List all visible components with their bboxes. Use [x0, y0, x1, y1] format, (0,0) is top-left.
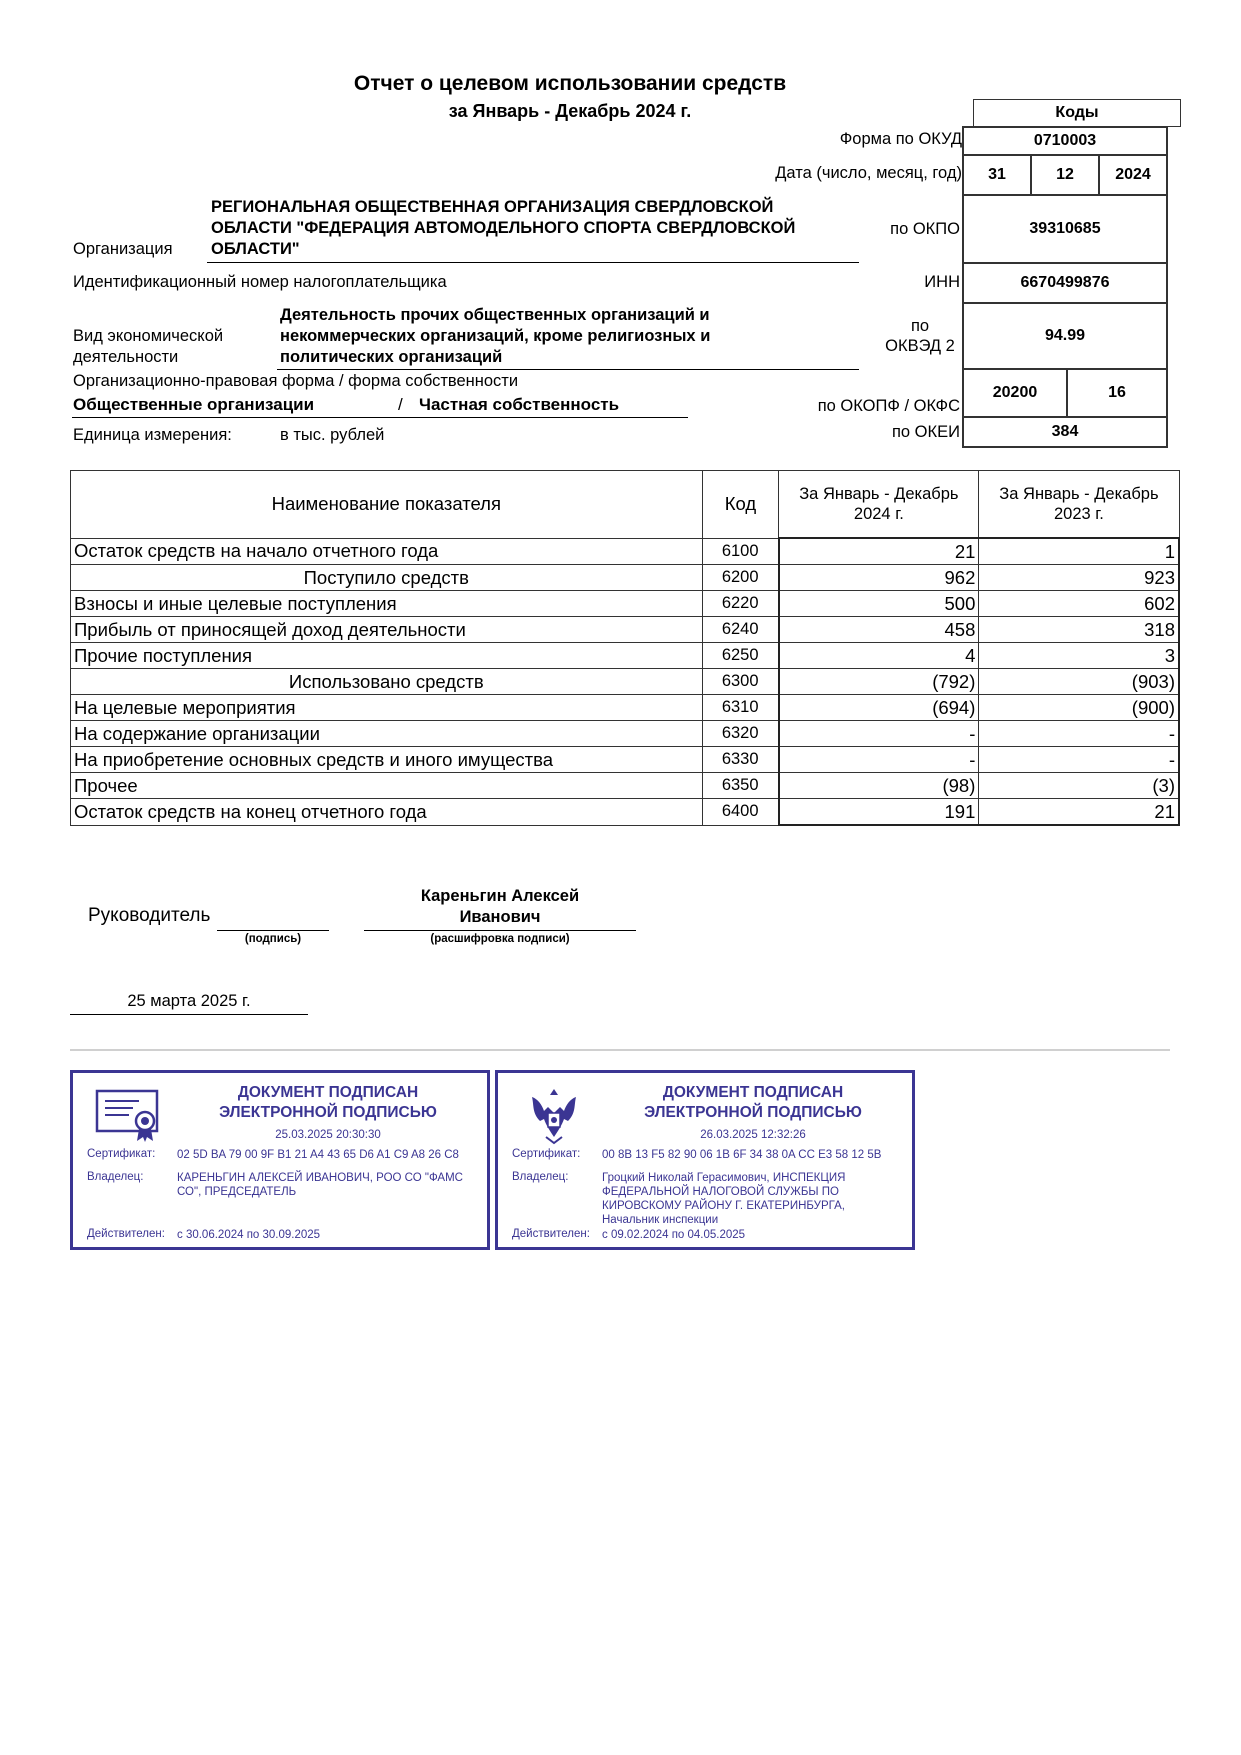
- stamp-valid-value: с 09.02.2024 по 04.05.2025: [602, 1229, 746, 1241]
- row-current: 962: [779, 565, 979, 591]
- row-current: 500: [779, 591, 979, 617]
- date-month: 12: [1030, 154, 1100, 196]
- okved-label-line: ОКВЭД 2: [885, 337, 955, 355]
- okved-label-line: по: [910, 317, 930, 335]
- row-name: На содержание организации: [71, 721, 703, 747]
- activity-line: Деятельность прочих общественных организаций и: [280, 306, 710, 324]
- row-code: 6320: [702, 721, 779, 747]
- row-previous: (900): [979, 695, 1179, 721]
- okved-code: 94.99: [962, 302, 1168, 370]
- taxpayer-id-label: Идентификационный номер налогоплательщика: [73, 273, 447, 291]
- row-current: 191: [779, 799, 979, 826]
- legal-form-label: Организационно-правовая форма / форма собственности: [73, 372, 519, 390]
- unit-value: в тыс. рублей: [280, 426, 385, 444]
- activity-label-line: Вид экономической: [73, 327, 224, 345]
- date-label: Дата (число, месяц, год): [775, 164, 962, 182]
- row-current: -: [779, 721, 979, 747]
- signature-caption: (подпись): [244, 933, 302, 945]
- row-current: -: [779, 747, 979, 773]
- signer-name-line: Кареньгин Алексей: [420, 887, 580, 905]
- table-row: [71, 721, 1180, 747]
- stamp-valid-label: Действителен:: [87, 1228, 165, 1240]
- row-current: 4: [779, 643, 979, 669]
- row-name: Использовано средств: [71, 669, 703, 695]
- signer-role: Руководитель: [88, 905, 211, 926]
- row-previous: 602: [979, 591, 1179, 617]
- e-signature-stamp: [70, 1070, 490, 1250]
- name-decode-caption: (расшифровка подписи): [430, 933, 570, 945]
- e-signature-stamp: [495, 1070, 915, 1250]
- row-name: Остаток средств на конец отчетного года: [71, 799, 703, 826]
- activity-line: политических организаций: [280, 348, 503, 366]
- row-name: На приобретение основных средств и иного имущества: [71, 747, 703, 773]
- table-row: [71, 643, 1180, 669]
- col-header-name: Наименование показателя: [71, 471, 703, 539]
- row-name: Остаток средств на начало отчетного года: [71, 538, 703, 565]
- row-previous: (3): [979, 773, 1179, 799]
- okved-label: [880, 316, 960, 356]
- row-previous: 21: [979, 799, 1179, 826]
- row-current: 21: [779, 538, 979, 565]
- row-name: Поступило средств: [71, 565, 703, 591]
- stamp-datetime: 25.03.2025 20:30:30: [275, 1129, 381, 1141]
- row-code: 6310: [702, 695, 779, 721]
- stamp-title-line: ДОКУМЕНТ ПОДПИСАН: [662, 1084, 844, 1101]
- legal-form-underline: [72, 417, 688, 418]
- unit-label: Единица измерения:: [73, 426, 232, 444]
- okopf-label: по ОКОПФ / ОКФС: [817, 397, 960, 415]
- table-row: [71, 773, 1180, 799]
- row-previous: (903): [979, 669, 1179, 695]
- signature-line: [217, 930, 329, 931]
- okei-label: по ОКЕИ: [891, 423, 960, 441]
- row-code: 6330: [702, 747, 779, 773]
- inn-code: 6670499876: [962, 262, 1168, 304]
- date-line: [70, 1014, 308, 1015]
- activity-label-line: деятельности: [73, 348, 179, 366]
- table-row: [71, 747, 1180, 773]
- stamp-owner-value: Гроцкий Николай Герасимович, ИНСПЕКЦИЯ ФЕДЕРАЛЬНОЙ НАЛОГОВОЙ СЛУЖБЫ ПО КИРОВСКОМУ РАЙОНУ Г. ЕКАТЕРИНБУРГА, Начальник инспекции: [602, 1172, 846, 1226]
- legal-form-value: Общественные организации: [73, 395, 315, 414]
- stamp-title: [173, 1083, 483, 1123]
- row-name: Прибыль от приносящей доход деятельности: [71, 617, 703, 643]
- certificate-icon: [93, 1085, 165, 1145]
- codes-header: Коды: [973, 99, 1181, 127]
- signature-date: 25 марта 2025 г.: [127, 992, 251, 1010]
- row-code: 6250: [702, 643, 779, 669]
- signer-name: [364, 886, 636, 928]
- okei-code: 384: [962, 416, 1168, 448]
- org-name-line: РЕГИОНАЛЬНАЯ ОБЩЕСТВЕННАЯ ОРГАНИЗАЦИЯ СВЕРДЛОВСКОЙ: [211, 198, 774, 216]
- okud-code: 0710003: [962, 126, 1168, 156]
- table-row: [71, 669, 1180, 695]
- activity-text: [280, 305, 710, 368]
- row-previous: 923: [979, 565, 1179, 591]
- org-name: [211, 197, 795, 260]
- okopf-code: 20200: [962, 368, 1068, 418]
- org-name-line: ОБЛАСТИ "ФЕДЕРАЦИЯ АВТОМОДЕЛЬНОГО СПОРТА СВЕРДЛОВСКОЙ: [211, 219, 796, 237]
- stamp-owner-label: Владелец:: [87, 1171, 144, 1183]
- org-name-line: ОБЛАСТИ": [211, 240, 300, 258]
- ownership-value: Частная собственность: [419, 395, 620, 414]
- report-title: Отчет о целевом использовании средств: [353, 72, 787, 95]
- row-code: 6240: [702, 617, 779, 643]
- separator: [70, 1049, 1170, 1051]
- stamp-owner-value: КАРЕНЬГИН АЛЕКСЕЙ ИВАНОВИЧ, РОО СО "ФАМС СО", ПРЕДСЕДАТЕЛЬ: [177, 1172, 463, 1198]
- row-name: Прочие поступления: [71, 643, 703, 669]
- stamp-title-line: ЭЛЕКТРОННОЙ ПОДПИСЬЮ: [219, 1104, 437, 1121]
- inn-label: ИНН: [924, 273, 960, 291]
- table-row: [71, 799, 1180, 826]
- row-previous: 318: [979, 617, 1179, 643]
- col-header-current: [779, 471, 979, 539]
- table-header-row: [71, 471, 1180, 539]
- stamp-cert-label: Сертификат:: [87, 1148, 156, 1160]
- table-row: [71, 591, 1180, 617]
- stamp-datetime: 26.03.2025 12:32:26: [700, 1129, 806, 1141]
- stamp-cert-value: 02 5D BA 79 00 9F B1 21 A4 43 65 D6 A1 C9 A8 26 C8: [177, 1149, 459, 1161]
- col-header-code: Код: [702, 471, 779, 539]
- row-code: 6220: [702, 591, 779, 617]
- legal-form-slash: /: [398, 395, 403, 414]
- activity-label: [73, 326, 223, 368]
- col-header-current-line: За Январь - Декабрь: [799, 485, 959, 503]
- org-label: Организация: [73, 240, 173, 258]
- stamp-title: [598, 1083, 908, 1123]
- row-name: На целевые мероприятия: [71, 695, 703, 721]
- row-name: Взносы и иные целевые поступления: [71, 591, 703, 617]
- row-current: (792): [779, 669, 979, 695]
- activity-line: некоммерческих организаций, кроме религиозных и: [280, 327, 711, 345]
- table-row: [71, 538, 1180, 565]
- col-header-previous: [979, 471, 1179, 539]
- table-row: [71, 695, 1180, 721]
- stamp-owner-label: Владелец:: [512, 1171, 569, 1183]
- col-header-current-line: 2024 г.: [853, 505, 904, 523]
- date-year: 2024: [1098, 154, 1168, 196]
- col-header-previous-line: 2023 г.: [1054, 505, 1104, 523]
- stamp-valid-label: Действителен:: [512, 1228, 590, 1240]
- signer-name-line: Иванович: [459, 908, 541, 926]
- okfs-code: 16: [1066, 368, 1168, 418]
- stamp-title-line: ДОКУМЕНТ ПОДПИСАН: [237, 1084, 419, 1101]
- row-code: 6300: [702, 669, 779, 695]
- activity-underline: [277, 369, 859, 370]
- date-day: 31: [962, 154, 1032, 196]
- row-previous: 1: [979, 538, 1179, 565]
- stamp-cert-value: 00 8B 13 F5 82 90 06 1B 6F 34 38 0A CC E3 58 12 5B: [602, 1149, 882, 1161]
- okpo-code: 39310685: [962, 194, 1168, 264]
- row-current: (694): [779, 695, 979, 721]
- stamp-title-line: ЭЛЕКТРОННОЙ ПОДПИСЬЮ: [644, 1104, 862, 1121]
- row-current: (98): [779, 773, 979, 799]
- okud-label: Форма по ОКУД: [839, 130, 962, 148]
- stamp-valid-value: с 30.06.2024 по 30.09.2025: [177, 1229, 321, 1241]
- row-name: Прочее: [71, 773, 703, 799]
- report-period: за Январь - Декабрь 2024 г.: [448, 101, 692, 121]
- row-code: 6350: [702, 773, 779, 799]
- name-decode-line: [364, 930, 636, 931]
- org-underline: [207, 262, 859, 263]
- coat-of-arms-icon: [518, 1085, 590, 1145]
- col-header-previous-line: За Январь - Декабрь: [999, 485, 1159, 503]
- row-previous: -: [979, 721, 1179, 747]
- table-row: [71, 617, 1180, 643]
- table-row: [71, 565, 1180, 591]
- okpo-label: по ОКПО: [890, 220, 960, 238]
- row-current: 458: [779, 617, 979, 643]
- row-code: 6100: [702, 538, 779, 565]
- row-code: 6400: [702, 799, 779, 826]
- row-previous: 3: [979, 643, 1179, 669]
- stamp-cert-label: Сертификат:: [512, 1148, 581, 1160]
- row-previous: -: [979, 747, 1179, 773]
- indicators-table: [70, 470, 1180, 826]
- row-code: 6200: [702, 565, 779, 591]
